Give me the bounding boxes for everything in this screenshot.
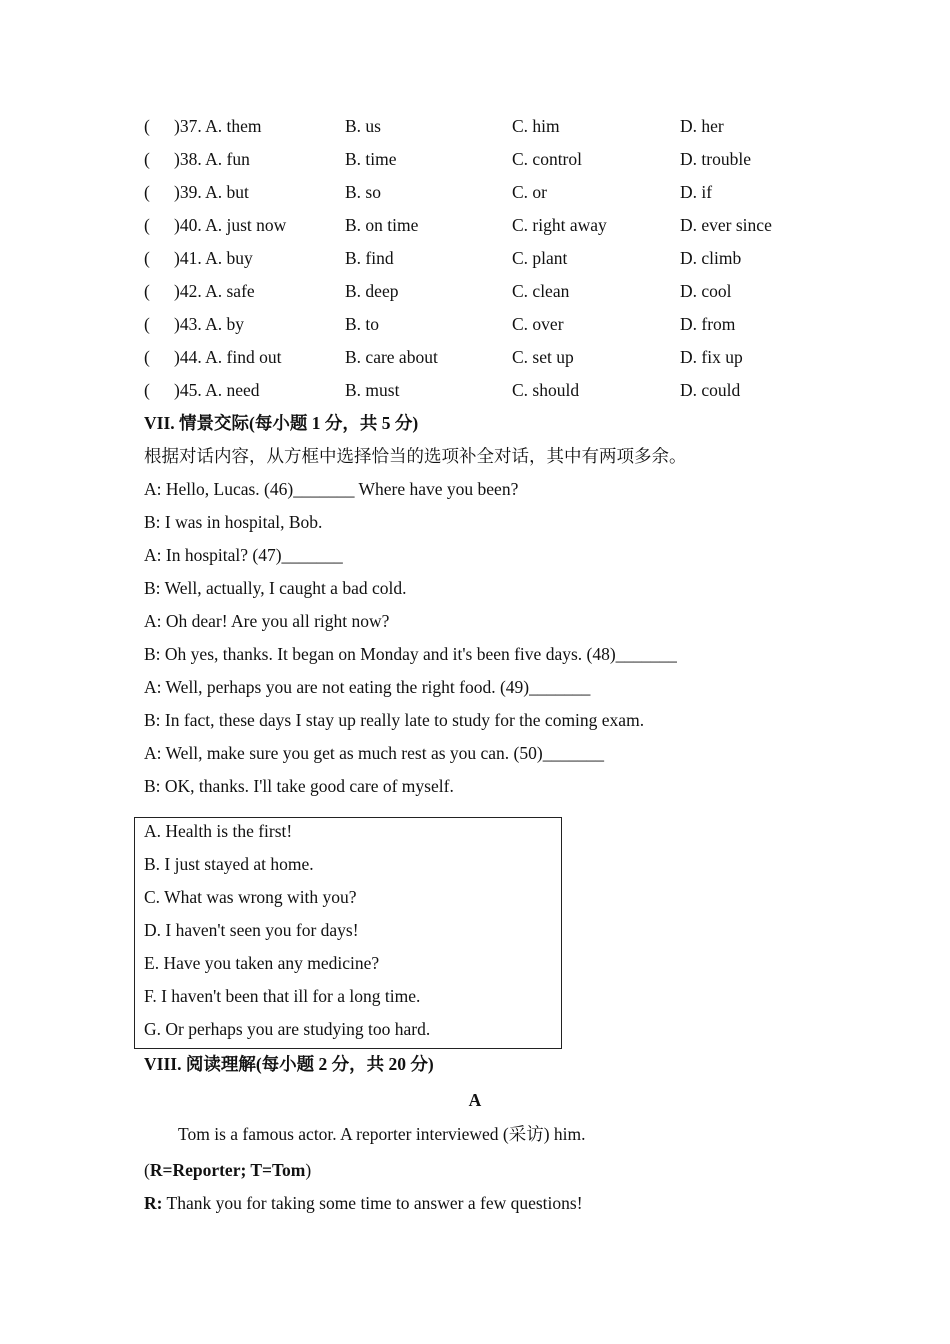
question-option-a: )40. A. just now [174,215,287,235]
question-row-37 [144,112,824,145]
option-item: D. I haven't seen you for days! [144,920,359,940]
dialogue-line: A: Well, make sure you get as much rest as you can. (50)_______ [144,743,604,763]
question-option-d: D. trouble [680,149,751,169]
dialogue-line: B: Well, actually, I caught a bad cold. [144,578,407,598]
question-option-c: C. control [512,149,582,169]
question-row-41 [144,244,824,277]
dialogue-line: B: Oh yes, thanks. It began on Monday and it's been five days. (48)_______ [144,644,677,664]
question-option-d: D. could [680,380,741,400]
question-option-b: B. time [345,149,397,169]
dialogue-line: A: In hospital? (47)_______ [144,545,343,565]
question-row-44 [144,343,824,376]
question-option-d: D. cool [680,281,732,301]
answer-blank[interactable]: ( [144,281,150,301]
question-option-a: )45. A. need [174,380,260,400]
question-option-a: )38. A. fun [174,149,250,169]
question-option-b: B. to [345,314,380,334]
question-row-45 [144,376,824,409]
question-option-d: D. fix up [680,347,743,367]
dialogue-line: B: I was in hospital, Bob. [144,512,323,532]
question-option-c: C. set up [512,347,574,367]
question-option-b: B. care about [345,347,438,367]
dialogue-line: B: OK, thanks. I'll take good care of myself. [144,776,454,796]
section-8 [144,1050,844,1083]
answer-blank[interactable]: ( [144,380,150,400]
question-option-b: B. on time [345,215,419,235]
question-option-c: C. or [512,182,547,202]
option-item: C. What was wrong with you? [144,887,357,907]
question-option-b: B. must [345,380,400,400]
question-option-b: B. find [345,248,394,268]
speaker-legend [144,1156,844,1189]
question-option-b: B. so [345,182,381,202]
option-item: E. Have you taken any medicine? [144,953,380,973]
answer-blank[interactable]: ( [144,116,150,136]
question-option-c: C. clean [512,281,570,301]
answer-blank[interactable]: ( [144,314,150,334]
question-row-42 [144,277,824,310]
question-option-a: )42. A. safe [174,281,255,301]
answer-blank[interactable]: ( [144,248,150,268]
interview-line [144,1189,844,1222]
question-option-c: C. plant [512,248,568,268]
answer-blank[interactable]: ( [144,149,150,169]
question-option-d: D. from [680,314,736,334]
question-option-d: D. climb [680,248,742,268]
section-7-instruction: 根据对话内容，从方框中选择恰当的选项补全对话，其中有两项多余。 [144,446,687,466]
dialogue-line: A: Well, perhaps you are not eating the right food. (49)_______ [144,677,591,697]
section-8-heading: VIII. 阅读理解(每小题 2 分，共 20 分) [144,1054,434,1074]
passage-intro: Tom is a famous actor. A reporter interviewed (采访) him. [178,1124,586,1144]
question-row-39 [144,178,824,211]
question-option-a: )43. A. by [174,314,244,334]
option-item: G. Or perhaps you are studying too hard. [144,1019,431,1039]
passage-a [144,1086,844,1222]
dialogue-line: A: Hello, Lucas. (46)_______ Where have you been? [144,479,519,499]
question-option-c: C. should [512,380,580,400]
options-list [144,818,430,1049]
answer-blank[interactable]: ( [144,182,150,202]
question-option-d: D. if [680,182,713,202]
question-option-b: B. us [345,116,381,136]
option-item: B. I just stayed at home. [144,854,314,874]
dialogue-line: A: Oh dear! Are you all right now? [144,611,390,631]
speaker-label: R: [144,1193,163,1213]
question-row-43 [144,310,824,343]
legend-open: ( [144,1160,150,1180]
cloze-options-list [144,112,824,409]
question-option-d: D. her [680,116,724,136]
section-7 [144,409,844,805]
legend-close: ) [305,1160,312,1180]
question-option-a: )39. A. but [174,182,249,202]
interview-text: Thank you for taking some time to answer a few questions! [162,1193,583,1213]
question-row-40 [144,211,824,244]
option-item: F. I haven't been that ill for a long time. [144,986,421,1006]
question-option-c: C. him [512,116,560,136]
question-option-c: C. right away [512,215,607,235]
question-option-c: C. over [512,314,564,334]
option-item: A. Health is the first! [144,821,293,841]
answer-blank[interactable]: ( [144,215,150,235]
passage-letter: A [468,1090,482,1110]
answer-blank[interactable]: ( [144,347,150,367]
question-option-d: D. ever since [680,215,772,235]
question-option-a: )44. A. find out [174,347,282,367]
question-row-38 [144,145,824,178]
legend-text: R=Reporter; T=Tom [149,1160,306,1180]
question-option-b: B. deep [345,281,399,301]
dialogue-line: B: In fact, these days I stay up really late to study for the coming exam. [144,710,645,730]
options-box [134,817,562,1049]
question-option-a: )37. A. them [174,116,262,136]
section-7-heading: VII. 情景交际(每小题 1 分，共 5 分) [144,413,419,433]
question-option-a: )41. A. buy [174,248,253,268]
